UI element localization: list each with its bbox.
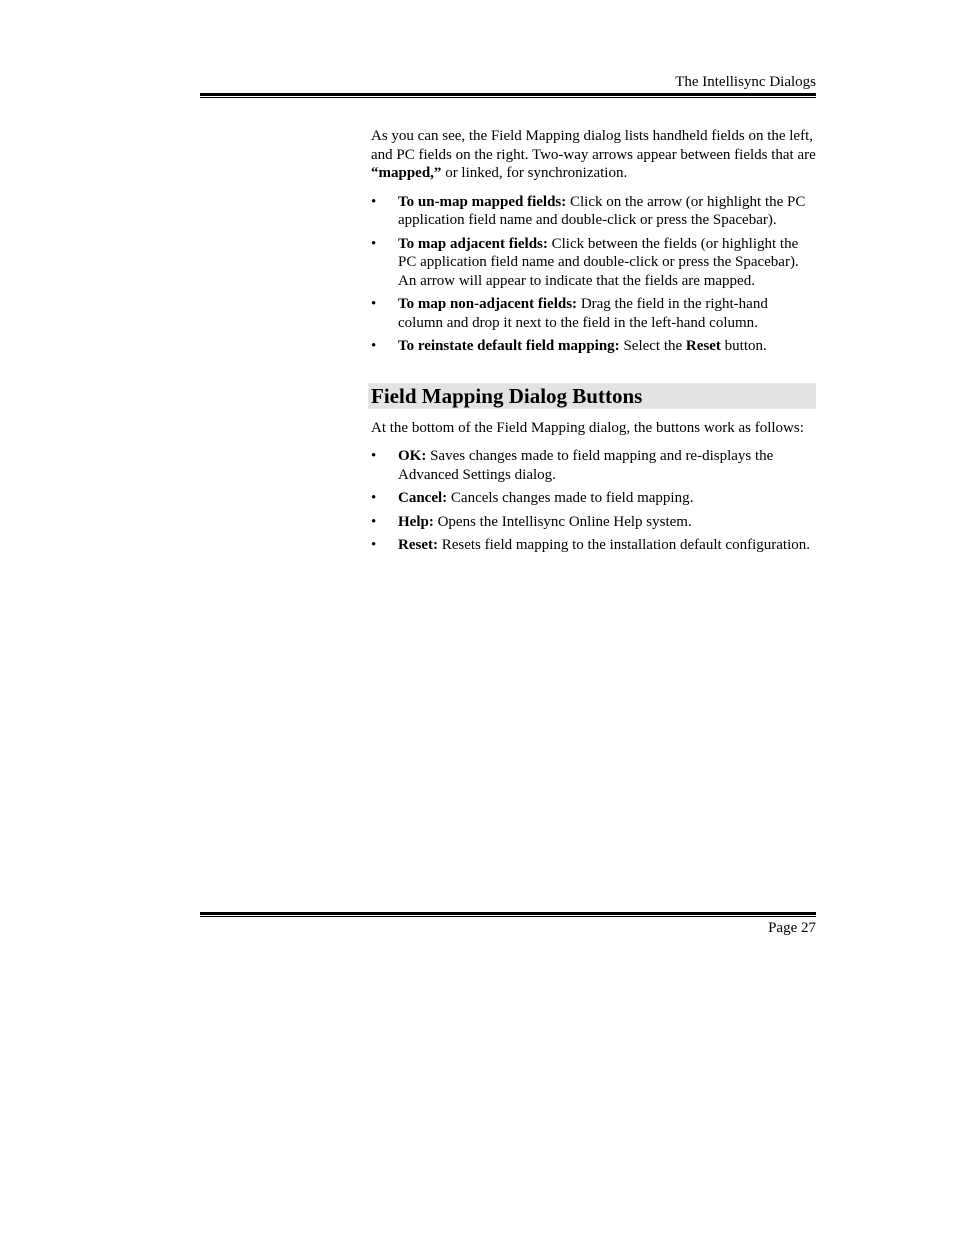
list-item: • To un-map mapped fields: Click on the arrow (or highlight the PC application field name and double-click or press the Spacebar). xyxy=(371,193,816,230)
running-header: The Intellisync Dialogs xyxy=(675,74,816,90)
footer-rule xyxy=(200,912,816,917)
section-heading: Field Mapping Dialog Buttons xyxy=(368,383,816,409)
intro-paragraph: As you can see, the Field Mapping dialog lists handheld fields on the left, and PC fields on the right. Two-way arrows appear between fields that are “mapped,” or linked, for synchronization. xyxy=(371,128,816,181)
list-item: • Cancel: Cancels changes made to field mapping. xyxy=(371,489,816,508)
list-item: • Help: Opens the Intellisync Online Help system. xyxy=(371,513,816,532)
mapping-instructions-list xyxy=(371,193,816,356)
section-intro: At the bottom of the Field Mapping dialog, the buttons work as follows: xyxy=(371,419,804,436)
list-item: • To reinstate default field mapping: Select the Reset button. xyxy=(371,337,816,356)
page-number: Page 27 xyxy=(768,920,816,936)
list-item: • To map non-adjacent fields: Drag the field in the right-hand column and drop it next to the field in the left-hand column. xyxy=(371,295,816,332)
buttons-description-list xyxy=(371,447,816,555)
page-body xyxy=(371,127,816,560)
list-item: • Reset: Resets field mapping to the installation default configuration. xyxy=(371,536,816,555)
list-item: • OK: Saves changes made to field mapping and re-displays the Advanced Settings dialog. xyxy=(371,447,816,484)
header-rule xyxy=(200,93,816,98)
mapped-term: “mapped,” xyxy=(371,165,442,181)
list-item: • To map adjacent fields: Click between the fields (or highlight the PC application field name and double-click or press the Spacebar). An arrow will appear to indicate that the fields are mapped. xyxy=(371,235,816,291)
